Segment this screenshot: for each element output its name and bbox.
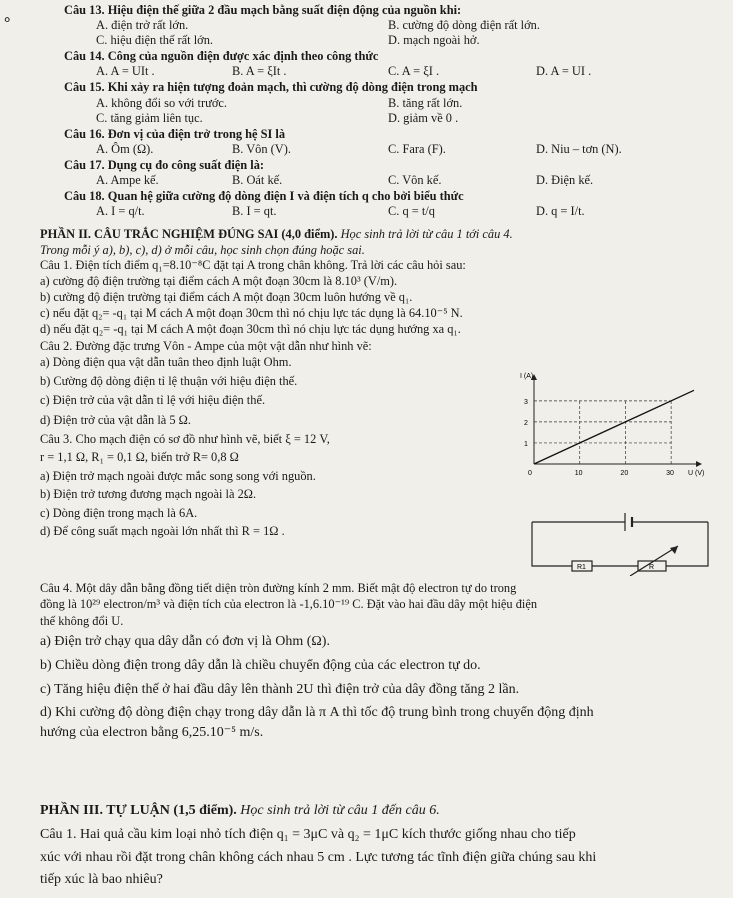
- p2-c2-d[interactable]: d) Điện trở của vật dẫn là 5 Ω.: [40, 413, 191, 427]
- q14-option-d[interactable]: D. A = UI .: [536, 64, 592, 78]
- part2-instruction: Trong mỗi ý a), b), c), d) ở mỗi câu, học sinh chọn đúng hoặc sai.: [40, 243, 365, 257]
- q16-option-a[interactable]: A. Ôm (Ω).: [96, 142, 154, 156]
- p2-c4-d2: hướng của electron bằng 6,25.10⁻⁵ m/s.: [40, 725, 264, 740]
- rheostat-r-label: R: [649, 564, 655, 571]
- p3-c1-line3: tiếp xúc là bao nhiêu?: [40, 872, 163, 887]
- q16-stem: Câu 16. Đơn vị của điện trở trong hệ SI là: [64, 127, 286, 141]
- q17-option-d[interactable]: D. Điện kế.: [536, 173, 594, 187]
- q13-option-c[interactable]: C. hiệu điện thế rất lớn.: [96, 33, 214, 47]
- q14-option-b[interactable]: B. A = ξIt .: [232, 64, 287, 78]
- x-tick-label-30: 30: [666, 470, 674, 477]
- q16-option-d[interactable]: D. Niu – tơn (N).: [536, 142, 622, 156]
- q14-stem: Câu 14. Công của nguồn điện được xác định theo công thức: [64, 49, 379, 63]
- q17-option-c[interactable]: C. Vôn kế.: [388, 173, 442, 187]
- y-tick-label-3: 3: [524, 398, 528, 406]
- p2-c1-d[interactable]: d) nếu đặt q₂= -q₁ tại M cách A một đoạn 30cm thì nó chịu lực tác dụng hướng xa q₁.: [40, 322, 461, 336]
- p2-c4-stem1-text: Câu 4. Một dây dẫn bằng đồng tiết diện tròn đường kính 2 mm. Biết mật độ electron tự do trong: [40, 581, 517, 595]
- q16-option-b[interactable]: B. Vôn (V).: [232, 142, 291, 156]
- p2-c2-c[interactable]: c) Điện trở của vật dẫn tỉ lệ với hiệu điện thế.: [40, 393, 266, 407]
- y-axis-label: I (A): [520, 373, 534, 380]
- x-tick-label-10: 10: [574, 470, 583, 477]
- q13-option-b[interactable]: B. cường độ dòng điện rất lớn.: [388, 18, 540, 32]
- q14-option-c[interactable]: C. A = ξI .: [388, 64, 440, 78]
- q16-option-c[interactable]: C. Fara (F).: [388, 142, 446, 156]
- q15-option-c[interactable]: C. tăng giảm liên tục.: [96, 111, 203, 125]
- p2-c4-d1[interactable]: d) Khi cường độ dòng điện chạy trong dây dẫn là π A thì tốc độ trung bình trong chuyển động định: [40, 705, 594, 720]
- q18-option-a[interactable]: A. I = q/t.: [96, 204, 145, 218]
- p2-c4-stem1: [40, 581, 516, 597]
- part2-heading: [40, 227, 513, 243]
- x-axis-arrowhead: [696, 461, 702, 467]
- p2-c1-b[interactable]: b) cường độ điện trường tại điểm cách A một đoạn 30cm luôn hướng về q₁.: [40, 290, 413, 304]
- part3-heading: [40, 802, 440, 820]
- series-line-0: [534, 390, 694, 464]
- p2-c4-c[interactable]: c) Tăng hiệu điện thế ở hai đầu dây lên thành 2U thì điện trở của dây đồng tăng 2 lần.: [40, 682, 520, 697]
- p2-c1-a[interactable]: a) cường độ điện trường tại điểm cách A một đoạn 30cm là 8.10³ (V/m).: [40, 274, 398, 288]
- p2-c1-c[interactable]: c) nếu đặt q₂= -q₁ tại M cách A một đoạn 30cm thì nó chịu lực tác dụng là 64.10⁻⁵ N.: [40, 306, 463, 320]
- q15-option-d[interactable]: D. giảm về 0 .: [388, 111, 459, 125]
- p2-c3-d[interactable]: d) Để công suất mạch ngoài lớn nhất thì R = 1Ω .: [40, 524, 285, 538]
- q17-option-b[interactable]: B. Oát kế.: [232, 173, 283, 187]
- y-tick-label-2: 2: [524, 419, 528, 427]
- q17-stem: Câu 17. Dụng cụ đo công suất điện là:: [64, 158, 265, 172]
- va-chart: [508, 368, 708, 480]
- p2-c4-b[interactable]: b) Chiều dòng điện trong dây dẫn là chiều chuyển động của các electron tự do.: [40, 658, 481, 673]
- p2-c2-b[interactable]: b) Cường độ dòng điện tỉ lệ thuận với hiệu điện thế.: [40, 374, 298, 388]
- p2-c3-b[interactable]: b) Điện trở tương đương mạch ngoài là 2Ω.: [40, 487, 257, 501]
- p2-c3-c[interactable]: c) Dòng điện trong mạch là 6A.: [40, 506, 198, 520]
- q15-option-b[interactable]: B. tăng rất lớn.: [388, 96, 463, 110]
- q13-option-d[interactable]: D. mạch ngoài hở.: [388, 33, 480, 47]
- q18-option-b[interactable]: B. I = qt.: [232, 204, 277, 218]
- q13-option-a[interactable]: A. điện trở rất lớn.: [96, 18, 189, 32]
- p3-c1-line2: xúc với nhau rồi đặt trong chân không cách nhau 5 cm . Lực tương tác tĩnh điện giữa chúng sau khi: [40, 850, 597, 865]
- p3-c1-line1: Câu 1. Hai quả cầu kim loại nhỏ tích điện q₁ = 3μC và q₂ = 1μC kích thước giống nhau cho tiếp: [40, 827, 576, 842]
- part3-title-rest: Học sinh trả lời từ câu 1 đến câu 6.: [236, 803, 440, 818]
- p2-c2-a[interactable]: a) Dòng điện qua vật dẫn tuân theo định luật Ohm.: [40, 355, 292, 369]
- margin-mark: °: [4, 15, 11, 32]
- q18-option-c[interactable]: C. q = t/q: [388, 204, 435, 218]
- q18-option-d[interactable]: D. q = I/t.: [536, 204, 585, 218]
- p2-c3-params: r = 1,1 Ω, R₁ = 0,1 Ω, biến trở R= 0,8 Ω: [40, 450, 239, 464]
- circuit-wire-right: [666, 522, 708, 566]
- y-tick-label-1: 1: [524, 440, 528, 448]
- part2-title: PHẦN II. CÂU TRẮC NGHIỆM ĐÚNG SAI (4,0 điểm).: [40, 227, 338, 241]
- x-tick-label-20: 20: [620, 470, 629, 477]
- q15-option-a[interactable]: A. không đổi so với trước.: [96, 96, 227, 110]
- p2-c1-stem: Câu 1. Điện tích điểm q₁=8.10⁻⁸C đặt tại A trong chân không. Trả lời các câu hỏi sau:: [40, 258, 466, 272]
- resistor-r1-label: R1: [577, 564, 586, 571]
- p2-c4-stem2: đồng là 10²⁹ electron/m³ và điện tích của electron là -1,6.10⁻¹⁹ C. Đặt vào hai đầu dây một hiệu điện: [40, 597, 538, 611]
- p2-c3-a[interactable]: a) Điện trở mạch ngoài được mắc song song với nguồn.: [40, 469, 316, 483]
- circuit-diagram: [528, 510, 714, 576]
- part3-title: PHẦN III. TỰ LUẬN (1,5 điểm).: [40, 803, 237, 818]
- circuit-wire-left: [532, 522, 572, 566]
- q15-stem: Câu 15. Khi xảy ra hiện tượng đoản mạch, thì cường độ dòng điện trong mạch: [64, 80, 478, 94]
- p2-c3-stem: Câu 3. Cho mạch điện có sơ đồ như hình vẽ, biết ξ = 12 V,: [40, 432, 330, 446]
- x-axis-label: U (V): [688, 470, 705, 477]
- part2-title-rest: Học sinh trả lời từ câu 1 tới câu 4.: [337, 227, 513, 241]
- x-tick-label-0: 0: [528, 470, 532, 477]
- p2-c2-stem: Câu 2. Đường đặc trưng Vôn - Ampe của một vật dẫn như hình vẽ:: [40, 339, 372, 353]
- q17-option-a[interactable]: A. Ampe kế.: [96, 173, 159, 187]
- p2-c4-stem3: thế không đổi U.: [40, 614, 124, 628]
- q14-option-a[interactable]: A. A = UIt .: [96, 64, 155, 78]
- p2-c4-a[interactable]: a) Điện trở chạy qua dây dẫn có đơn vị là Ohm (Ω).: [40, 634, 330, 649]
- q18-stem: Câu 18. Quan hệ giữa cường độ dòng điện I và điện tích q cho bởi biểu thức: [64, 189, 464, 203]
- q13-stem: Câu 13. Hiệu điện thế giữa 2 đầu mạch bằng suất điện động của nguồn khi:: [64, 3, 462, 17]
